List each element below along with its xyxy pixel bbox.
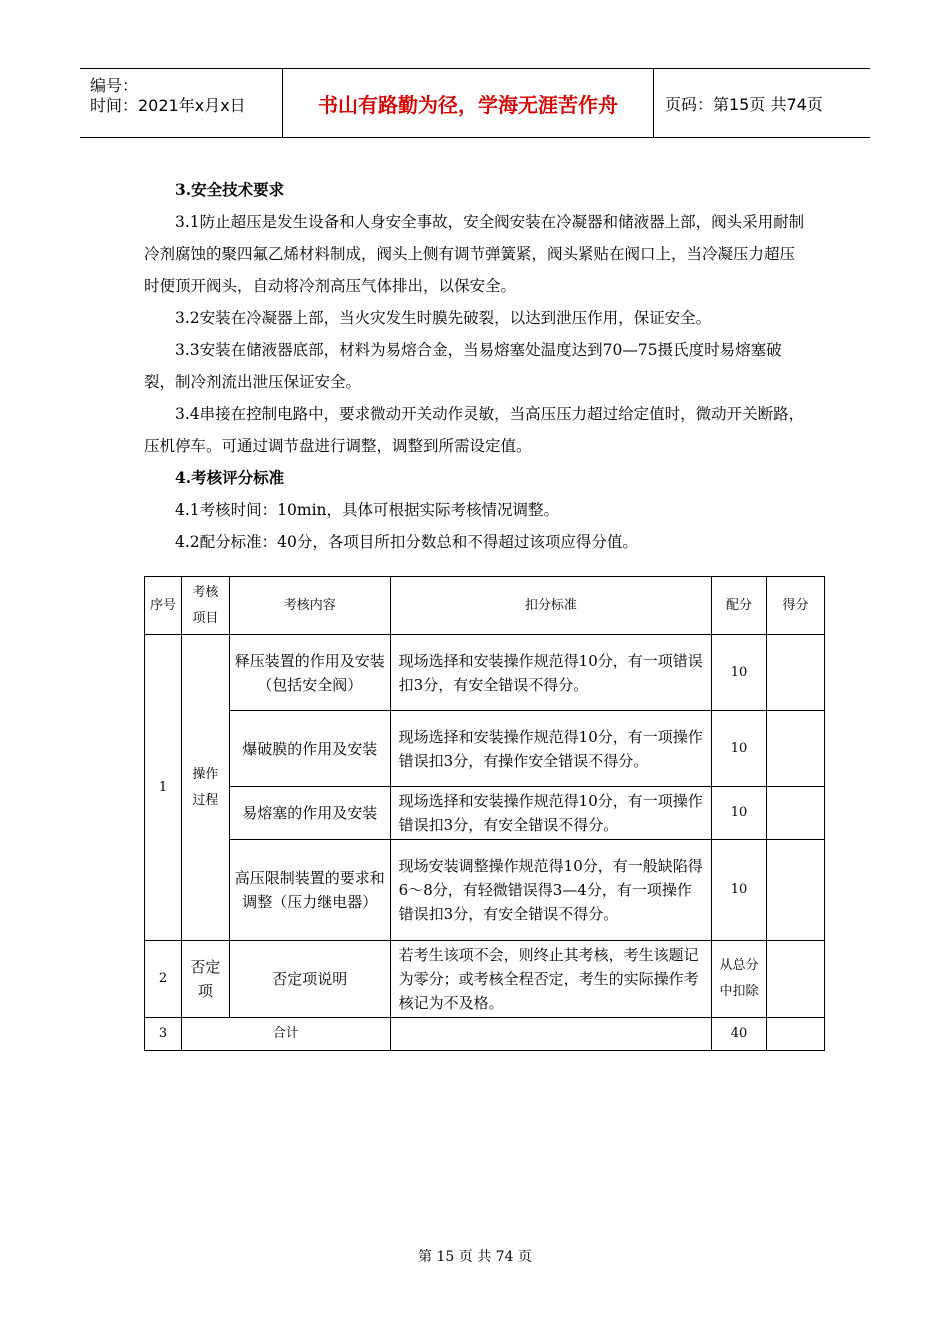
section-title: 4.考核评分标准 <box>175 468 285 487</box>
paragraph: 3.2安装在冷凝器上部，当火灾发生时膜先破裂，以达到泄压作用，保证安全。 <box>175 309 712 327</box>
row-standard: 若考生该项不会，则终止其考核，考生该题记为零分；或考核全程否定，考生的实际操作考核记为不及格。 <box>390 941 711 1018</box>
page-footer: 第 15 页 共 74 页 <box>418 1249 532 1265</box>
scoring-table <box>144 576 825 1051</box>
page-header <box>80 68 870 138</box>
row-number: 2 <box>145 941 182 1018</box>
row-content: 否定项说明 <box>229 941 390 1018</box>
table-row <box>145 1018 825 1051</box>
header-cell: 得分 <box>767 577 825 635</box>
row-content: 易熔塞的作用及安装 <box>229 787 390 840</box>
header-cell: 序号 <box>145 577 182 635</box>
row-content: 爆破膜的作用及安装 <box>229 711 390 787</box>
table-row <box>145 711 825 787</box>
header-cell: 扣分标准 <box>390 577 711 635</box>
row-score <box>767 711 825 787</box>
row-number: 1 <box>145 635 182 941</box>
table-row <box>145 635 825 711</box>
row-score <box>767 1018 825 1051</box>
paragraph: 4.2配分标准：40分，各项目所扣分数总和不得超过该项应得分值。 <box>175 533 638 551</box>
table-header-row <box>145 577 825 635</box>
row-points: 10 <box>712 787 767 840</box>
row-content: 高压限制装置的要求和调整（压力继电器） <box>229 840 390 941</box>
row-item: 合计 <box>181 1018 390 1051</box>
row-content: 释压装置的作用及安装（包括安全阀） <box>229 635 390 711</box>
paragraph: 3.4串接在控制电路中，要求微动开关动作灵敏，当高压压力超过给定值时，微动开关断路，压机停车。可通过调节盘进行调整，调整到所需设定值。 <box>144 405 805 455</box>
row-points: 10 <box>712 840 767 941</box>
row-score <box>767 635 825 711</box>
table-row <box>145 840 825 941</box>
row-score <box>767 840 825 941</box>
header-cell: 考核项目 <box>181 577 229 635</box>
row-item: 操作过程 <box>181 635 229 941</box>
row-score <box>767 941 825 1018</box>
header-motto: 书山有路勤为径，学海无涯苦作舟 <box>282 69 654 137</box>
paragraph: 4.1考核时间：10min，具体可根据实际考核情况调整。 <box>175 501 560 519</box>
row-points: 10 <box>712 635 767 711</box>
header-cell: 配分 <box>712 577 767 635</box>
header-cell: 考核内容 <box>229 577 390 635</box>
row-standard: 现场选择和安装操作规范得10分，有一项操作错误扣3分，有操作安全错误不得分。 <box>390 711 711 787</box>
row-standard: 现场选择和安装操作规范得10分，有一项操作错误扣3分，有安全错误不得分。 <box>390 787 711 840</box>
number-label: 编号： <box>90 76 139 95</box>
row-points: 从总分中扣除 <box>712 941 767 1018</box>
paragraph: 3.3安装在储液器底部，材料为易熔合金，当易熔塞处温度达到70—75摄氏度时易熔塞破裂，制冷剂流出泄压保证安全。 <box>144 341 782 391</box>
table-row <box>145 941 825 1018</box>
row-standard: 现场选择和安装操作规范得10分，有一项错误扣3分，有安全错误不得分。 <box>390 635 711 711</box>
section-title: 3.安全技术要求 <box>175 180 285 199</box>
table-row <box>145 787 825 840</box>
paragraph: 3.1防止超压是发生设备和人身安全事故，安全阀安装在冷凝器和储液器上部，阀头采用耐制冷剂腐蚀的聚四氟乙烯材料制成，阀头上侧有调节弹簧紧，阀头紧贴在阀口上，当冷凝压力超压时便顶开阀头，自动将冷剂高压气体排出，以保安全。 <box>144 213 805 295</box>
row-score <box>767 787 825 840</box>
row-item: 否定项 <box>181 941 229 1018</box>
row-points: 10 <box>712 711 767 787</box>
time-label: 时间：2021年x月x日 <box>90 96 246 115</box>
row-standard <box>390 1018 711 1051</box>
header-meta <box>80 69 282 137</box>
header-page-info: 页码：第15页 共74页 <box>665 94 823 114</box>
row-number: 3 <box>145 1018 182 1051</box>
row-points: 40 <box>712 1018 767 1051</box>
document-body <box>144 174 809 558</box>
row-standard: 现场安装调整操作规范得10分，有一般缺陷得6～8分，有轻微错误得3—4分，有一项操作错误扣3分，有安全错误不得分。 <box>390 840 711 941</box>
